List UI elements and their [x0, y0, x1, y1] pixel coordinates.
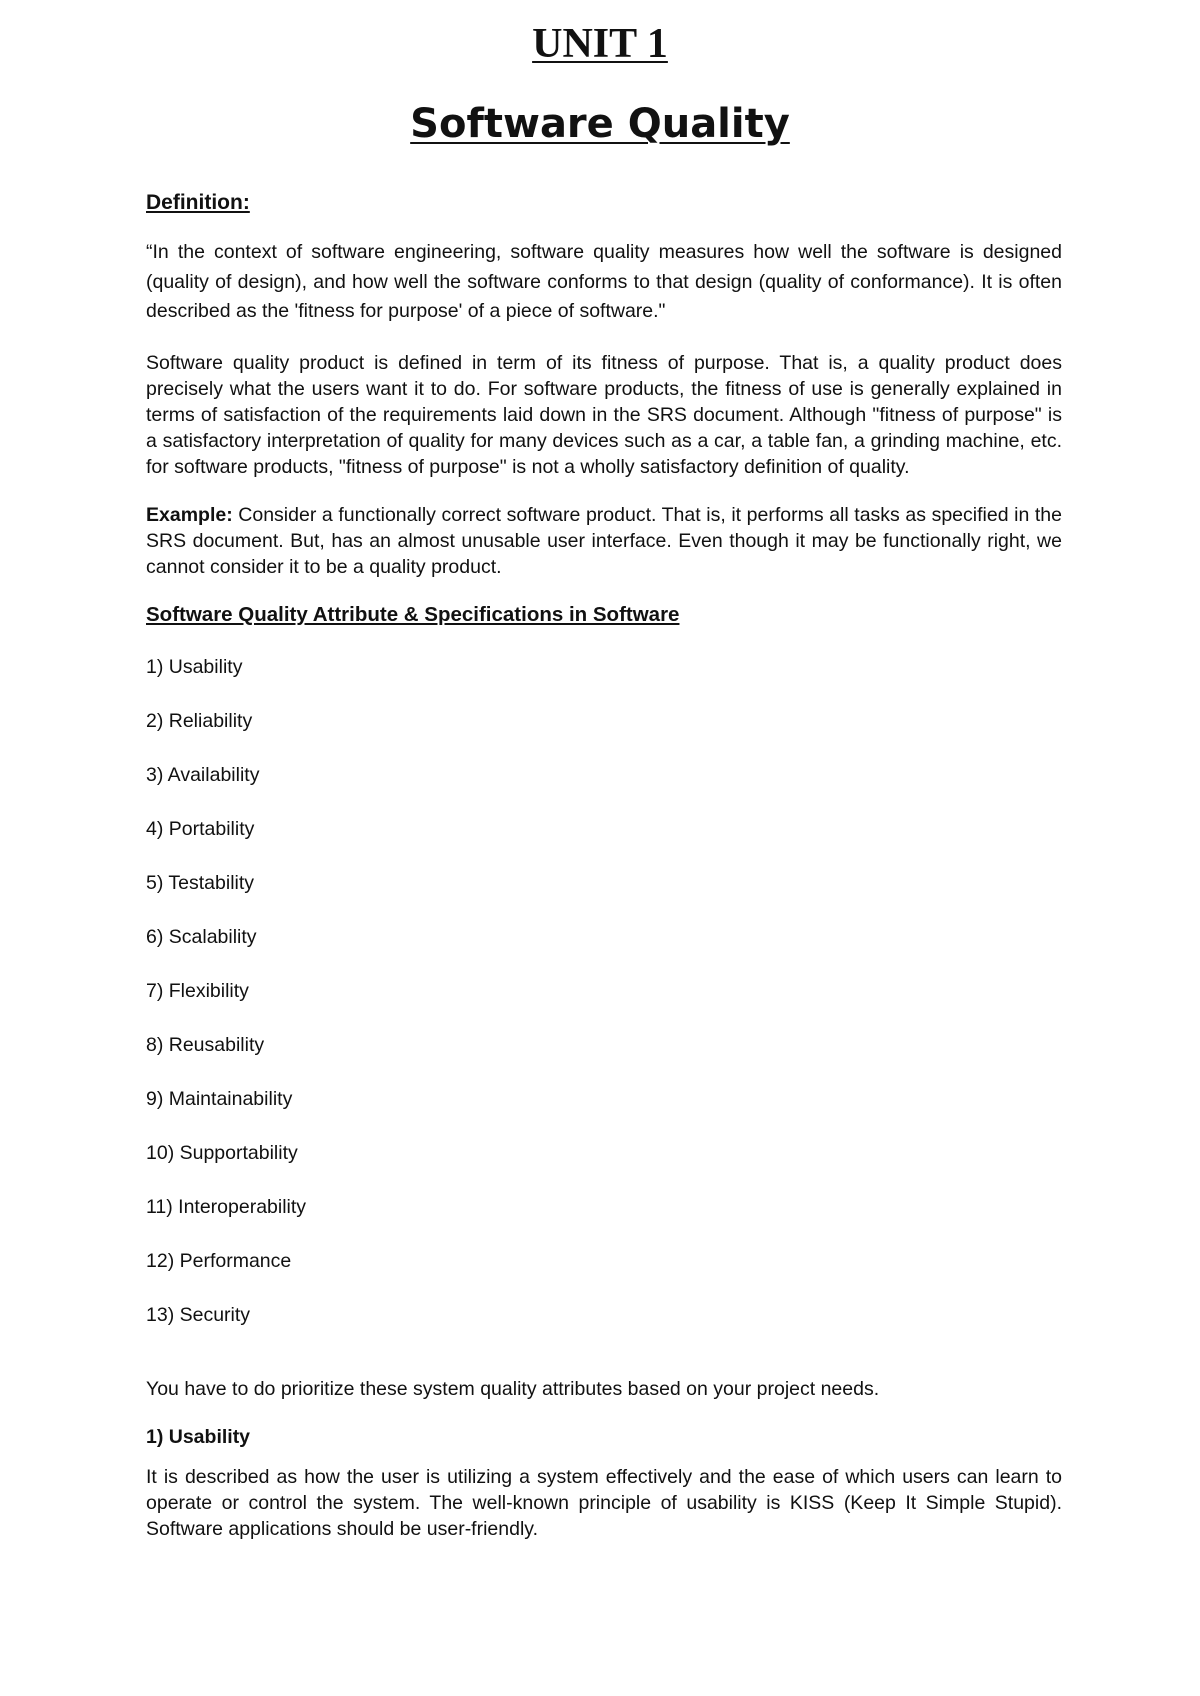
list-item: 11) Interoperability [146, 1195, 307, 1218]
definition-heading: Definition: [146, 191, 250, 214]
list-item: 6) Scalability [146, 925, 257, 948]
list-item: 3) Availability [146, 763, 260, 786]
usability-heading: 1) Usability [146, 1425, 251, 1448]
unit-title: UNIT 1 [532, 21, 668, 67]
definition-quote: “In the context of software engineering, software quality measures how well the software is designed (quality of design), and how well the software conforms to that design (quality of conformance). It is often described as the 'fitness for purpose' of a piece of software." [146, 241, 1062, 322]
list-item: 12) Performance [146, 1249, 292, 1272]
list-item: 1) Usability [146, 655, 243, 678]
page-title: Software Quality [410, 101, 790, 147]
attributes-heading: Software Quality Attribute & Specifications in Software [146, 602, 680, 626]
list-item: 2) Reliability [146, 709, 253, 732]
list-item: 4) Portability [146, 817, 255, 840]
list-item: 7) Flexibility [146, 979, 249, 1002]
example-label: Example: [146, 503, 233, 526]
example-paragraph [146, 502, 1062, 580]
list-item: 9) Maintainability [146, 1087, 293, 1110]
document-body [146, 190, 1062, 1564]
list-item: 13) Security [146, 1303, 251, 1326]
quality-paragraph: Software quality product is defined in term of its fitness of purpose. That is, a quality product does precisely what the users want it to do. For software products, the fitness of use is generally explained in terms of satisfaction of the requirements laid down in the SRS document. Although "fitness of purpose" is a satisfactory interpretation of quality for many devices such as a car, a table fan, a grinding machine, etc. for software products, "fitness of purpose" is not a wholly satisfactory definition of quality. [146, 351, 1062, 478]
example-text: Consider a functionally correct software product. That is, it performs all tasks as specified in the SRS document. But, has an almost unusable user interface. Even though it may be functionally right, we cannot consider it to be a quality product. [146, 503, 1062, 578]
list-item: 5) Testability [146, 871, 255, 894]
usability-paragraph: It is described as how the user is utilizing a system effectively and the ease of which users can learn to operate or control the system. The well-known principle of usability is KISS (Keep It Simple Stupid). Software applications should be user-friendly. [146, 1465, 1062, 1540]
list-item: 10) Supportability [146, 1141, 298, 1164]
list-item: 8) Reusability [146, 1033, 265, 1056]
attributes-note: You have to do prioritize these system quality attributes based on your project needs. [146, 1377, 880, 1400]
attributes-list [146, 654, 1062, 1356]
